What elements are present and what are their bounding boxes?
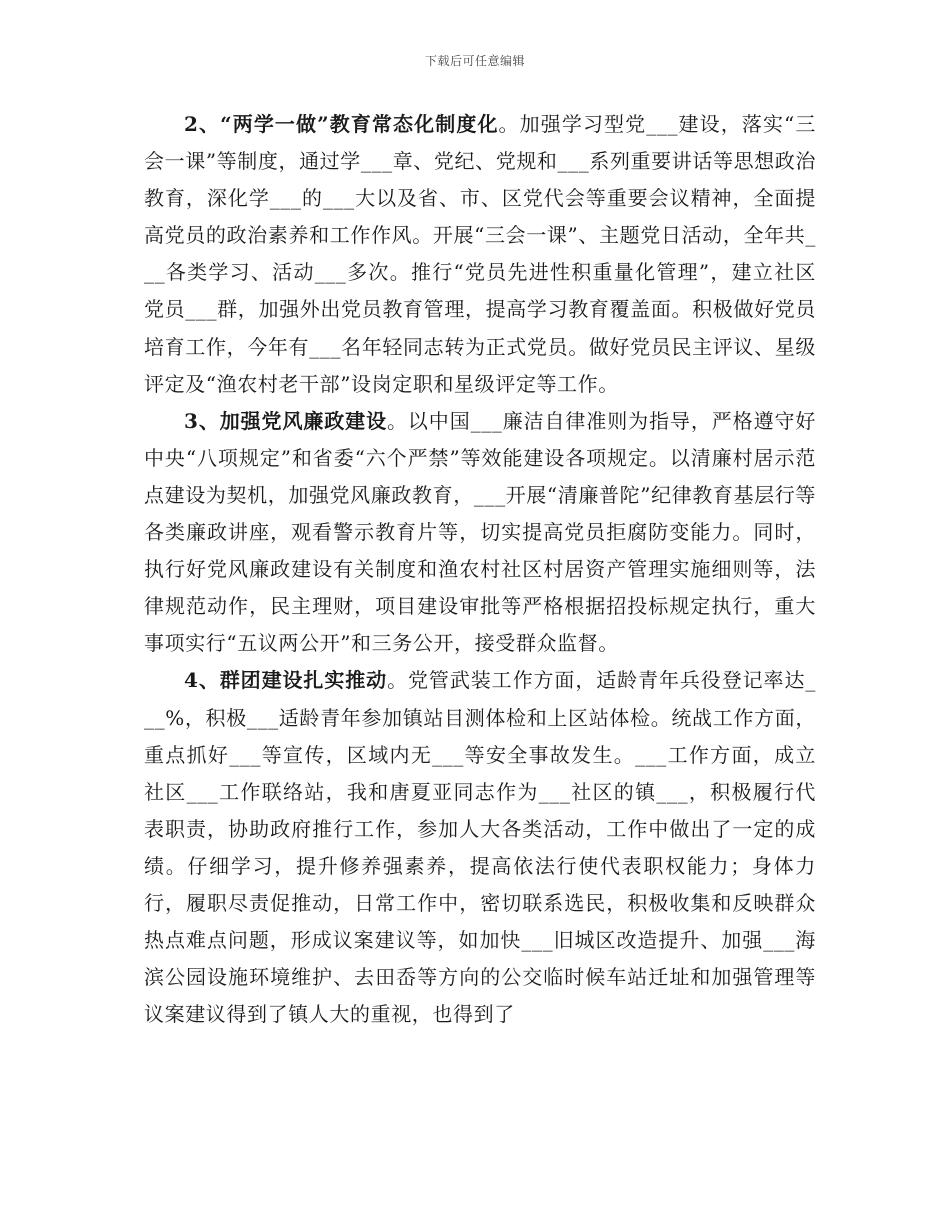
paragraph-text: 。以中国___廉洁自律准则为指导，严格遵守好中央“八项规定”和省委“六个严禁”等效能建设各项规定。以清廉村居示范点建设为契机，加强党风廉政教育，___开展“清廉普陀”纪律教育基层行等各类廉政讲座，观看警示教育片等，切实提高党员拒腐防变能力。同时，执行好党风廉政建设有关制度和渔农村社区村居资产管理实施细则等，法律规范动作，民主理财，项目建设审批等严格根据招投标规定执行，重大事项实行“五议两公开”和三务公开，接受群众监督。: [144, 408, 816, 656]
paragraph-mass-organizations: [144, 662, 816, 1033]
paragraph-heading: 4、群团建设扎实推动: [184, 668, 388, 693]
paragraph-heading: 2、“两学一做”教育常态化制度化: [184, 112, 499, 136]
paragraph-text: 。加强学习型党___建设，落实“三会一课”等制度，通过学___章、党纪、党规和___系列重要讲话等思想政治教育，深化学___的___大以及省、市、区党代会等重要会议精神，全面提高党员的政治素养和工作作风。开展“三会一课”、主题党日活动，全年共___各类学习、活动___多次。推行“党员先进性积重量化管理”，建立社区党员___群，加强外出党员教育管理，提高学习教育覆盖面。积极做好党员培育工作，今年有___名年轻同志转为正式党员。做好党员民主评议、星级评定及“渔农村老干部”设岗定职和星级评定等工作。: [144, 112, 816, 396]
paragraph-text: 。党管武装工作方面，适龄青年兵役登记率达___%，积极___适龄青年参加镇站目测体检和上区站体检。统战工作方面，重点抓好___等宣传，区域内无___等安全事故发生。___工作方面，成立社区___工作联络站，我和唐夏亚同志作为___社区的镇___，积极履行代表职责，协助政府推行工作，参加人大各类活动，工作中做出了一定的成绩。仔细学习，提升修养强素养，提高依法行使代表职权能力；身体力行，履职尽责促推动，日常工作中，密切联系选民，积极收集和反映群众热点难点问题，形成议案建议等，如加快___旧城区改造提升、加强___海滨公园设施环境维护、去田岙等方向的公交临时候车站迁址和加强管理等议案建议得到了镇人大的重视，也得到了: [144, 668, 816, 1027]
document-body: [144, 106, 816, 1033]
page-header: 下载后可任意编辑: [424, 54, 525, 68]
paragraph-integrity: [144, 403, 816, 663]
paragraph-heading: 3、加强党风廉政建设: [184, 408, 387, 433]
paragraph-education: [144, 106, 816, 403]
